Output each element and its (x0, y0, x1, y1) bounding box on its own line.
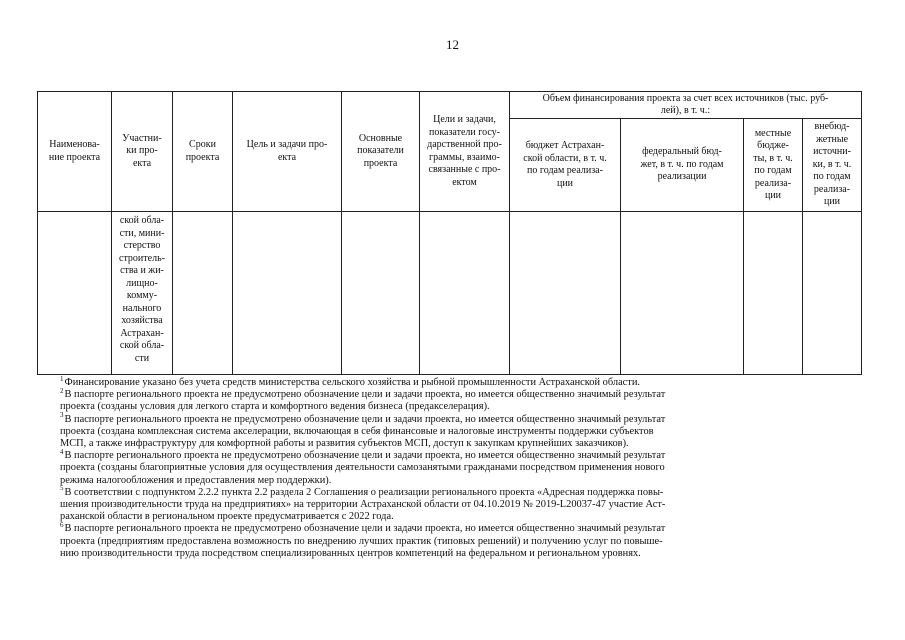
text-line: ства и жи- (120, 265, 164, 276)
cell-federal-budget (621, 212, 744, 375)
text-line: строитель- (119, 252, 165, 264)
text-line: ской обла- (119, 215, 165, 226)
text-line: местные (754, 127, 792, 139)
footnote (60, 447, 830, 487)
header-terms (173, 92, 233, 212)
text-line: проекта (363, 157, 398, 169)
funding-table (37, 91, 862, 375)
text-line: Цели и задачи, (433, 114, 496, 125)
text-line: проекта (создана комплексная система акселерации, включающая в себя финансовые и налоговые инструменты поддержки субъектов (60, 425, 654, 437)
text-line: сти (134, 352, 150, 364)
header-funding-group (510, 92, 862, 119)
text-line: стерство (123, 240, 161, 251)
text-line: реализа- (813, 183, 851, 195)
text-line: хозяйства (121, 315, 163, 326)
footnote-text (60, 447, 830, 487)
header-state-program (420, 92, 510, 212)
text-line: бюдже- (757, 140, 789, 151)
footnote (60, 484, 830, 524)
text-line: шения производительности труда на предприятиях» на территории Астраханской области от 04.10.2019 № 2019-L20037-47 участие Аст- (60, 499, 666, 511)
footnote-mark: 1 (60, 374, 64, 383)
header-goals (233, 92, 342, 212)
footnote-text (60, 487, 830, 524)
footnote-text (60, 520, 830, 560)
text-line: ектом (452, 176, 477, 188)
header-extra-budget (803, 119, 862, 212)
text-line: В паспорте регионального проекта не предусмотрено обозначение цели и задачи проекта, но имеется общественно значимый результат (64, 413, 666, 425)
page-number: 12 (446, 37, 459, 52)
text-line: проекта (созданы условия для легкого старта и комфортного ведения бизнеса (предакселерация). (60, 401, 490, 413)
footnote-mark: 6 (60, 520, 64, 529)
footnote (60, 386, 830, 413)
text-line: Астрахан- (120, 327, 164, 339)
cell-regional-budget (510, 212, 621, 375)
text-line: жет, в т. ч. по годам (640, 158, 724, 170)
text-line: Финансирование указано без учета средств министерства сельского хозяйства и рыбной промышленности Астраханской области. (64, 377, 640, 388)
text-line: МСП, а также инфраструктуру для комфортной работы и развития субъектов МСП, доступ к закупкам крупнейших заказчиков). (60, 438, 629, 450)
text-line: В паспорте регионального проекта не предусмотрено обозначение цели и задачи проекта, но имеется общественно значимый результат (64, 450, 666, 462)
cell-goals (233, 212, 342, 375)
text-line: Сроки (189, 139, 216, 150)
text-line: екта (132, 157, 152, 169)
text-line: В соответствии с подпунктом 2.2.2 пункта 2.2 раздела 2 Соглашения о реализации регионального проекта «Адресная поддержка повы- (64, 486, 664, 498)
header-project-name (38, 92, 112, 212)
cell-terms (173, 212, 233, 375)
header-local-budgets (744, 119, 803, 212)
text-line: бюджет Астрахан- (525, 140, 605, 151)
text-line: жетные (815, 133, 849, 145)
text-line: сти, мини- (119, 227, 165, 239)
text-line: Объем финансирования проекта за счет всех источников (тыс. руб- (542, 92, 829, 104)
text-line: екта (277, 151, 297, 163)
text-line: граммы, взаимо- (428, 151, 501, 163)
text-line: комму- (126, 290, 158, 301)
text-line: федеральный бюд- (642, 146, 722, 158)
text-line: по годам (754, 165, 792, 176)
footnotes (60, 374, 830, 560)
header-federal-budget (621, 119, 744, 212)
text-line: по годам (813, 171, 851, 183)
footnote-text (60, 414, 830, 451)
footnote-mark: 4 (60, 447, 64, 456)
cell-local-budgets (744, 212, 803, 375)
footnote (60, 411, 830, 451)
text-line: показатели госу- (428, 126, 500, 138)
header-regional-budget (510, 119, 621, 212)
text-line: ской обла- (119, 340, 165, 351)
text-line: Цель и задачи про- (246, 139, 328, 150)
text-line: по годам реализа- (527, 165, 603, 176)
header-indicators (342, 92, 420, 212)
footnote-text (60, 386, 830, 413)
footnote-mark: 2 (60, 386, 64, 395)
text-line: раханской области в региональном проекте предусматривается с 2022 года. (60, 511, 394, 523)
text-line: ции (764, 190, 782, 201)
cell-participants (112, 212, 173, 375)
text-line: В паспорте регионального проекта не предусмотрено обозначение цели и задачи проекта, но имеется общественно значимый результат (64, 389, 666, 401)
footnote-text (65, 377, 641, 388)
text-line: внебюд- (814, 121, 850, 133)
text-line: дарственной про- (427, 139, 502, 150)
text-line: лищно- (126, 277, 158, 289)
text-line: Участни- (122, 132, 162, 144)
text-line: ской области, в т. ч. (523, 152, 607, 164)
text-line: лей), в т. ч.: (660, 105, 711, 116)
text-line: Наименова- (49, 139, 100, 150)
text-line: ки про- (126, 145, 158, 157)
text-line: реализации (657, 171, 707, 183)
text-line: показатели (357, 145, 404, 157)
header-participants (112, 92, 173, 212)
text-line: В паспорте регионального проекта не предусмотрено обозначение цели и задачи проекта, но имеется общественно значимый результат (64, 523, 666, 535)
text-line: ки, в т. ч. (812, 158, 852, 170)
text-line: нию производительности труда посредством специализированных центров компетенций на федеральном и региональном уровнях. (60, 547, 641, 559)
cell-state-program (420, 212, 510, 375)
cell-project-name (38, 212, 112, 375)
text-line: проекта (185, 151, 220, 163)
footnote-mark: 5 (60, 484, 64, 493)
cell-indicators (342, 212, 420, 375)
cell-extra-budget (803, 212, 862, 375)
text-line: ции (823, 196, 841, 208)
text-line: нального (122, 302, 162, 314)
text-line: проекта (созданы благоприятные условия для осуществления деятельности самозанятыми гражданами посредством применения нового (60, 462, 665, 474)
footnote (60, 520, 830, 560)
text-line: источни- (813, 146, 851, 158)
text-line: Основные (358, 132, 403, 144)
text-line: ние проекта (48, 151, 101, 163)
footnote-mark: 3 (60, 411, 64, 420)
text-line: реализа- (754, 177, 792, 189)
text-line: проекта (предприятиям предоставлена возможность по внедрению лучших практик (типовых решений) и получению услуг по повыше- (60, 535, 663, 547)
text-line: ции (556, 177, 574, 189)
text-line: ты, в т. ч. (753, 152, 793, 164)
text-line: связанные с про- (428, 164, 501, 175)
text-line: режима налогообложения и предоставления мер поддержки). (60, 474, 332, 486)
footnote (60, 374, 830, 389)
